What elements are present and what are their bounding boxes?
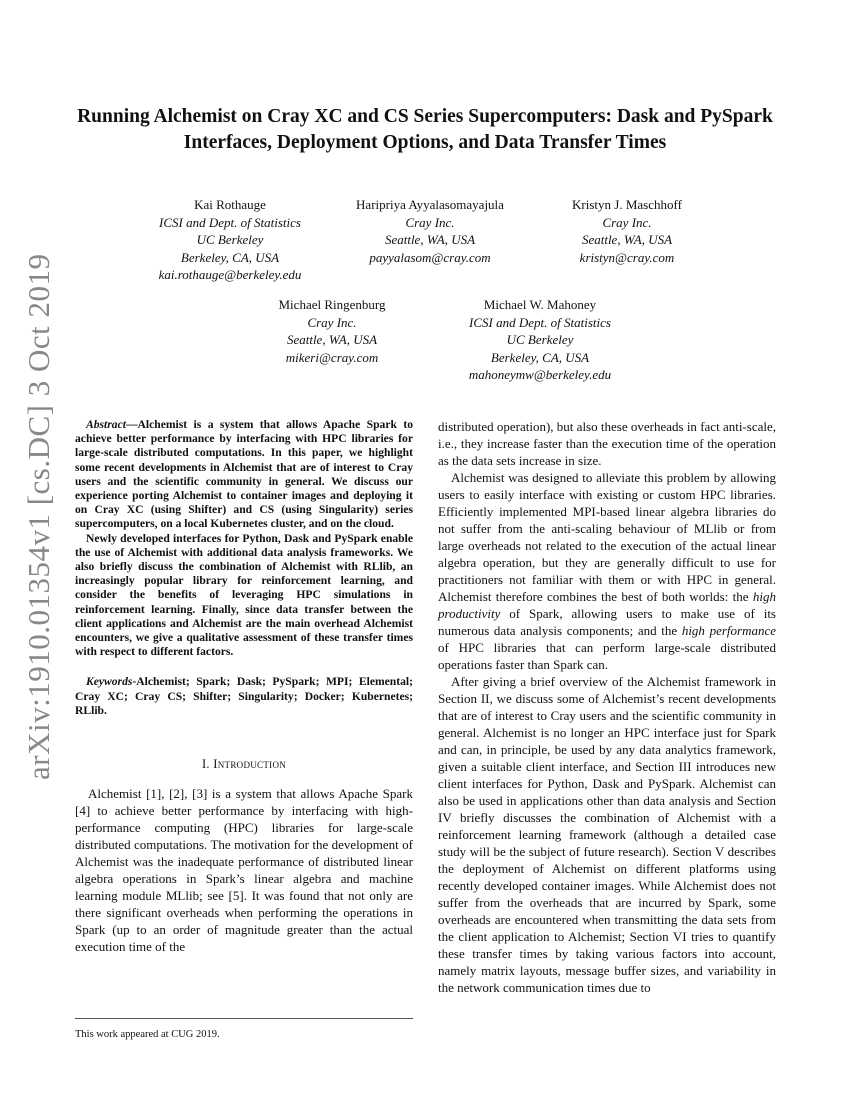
author-affiliation: Cray Inc. xyxy=(602,214,652,230)
abstract-label: Abstract xyxy=(86,418,126,431)
body-paragraph: After giving a brief overview of the Alchemist framework in Section II, we discuss some of Alchemist’s recent developments that are of interest to Cray users and the scientific community in general. Alchemist is no longer an HPC interface just for Spark and can, in principle, be used by any data analytics framework, given a suitable client interface, and Section III introduces new client interfaces for Python, Dask and PySpark. Alchemist can also be used in applications other than data analysis and Section IV briefly discusses the combination of Alchemist with a reinforcement learning framework (although a detailed case study will be the subject of future research). Section V describes the deployment of Alchemist on different platforms using recently developed container images. While Alchemist does not suffer from the overheads that are incurred by Spark, some overheads are encountered when transmitting the data sets from the client application to Alchemist; Section VI tries to quantify these transfer times by taking various factors into account, namely matrix layouts, message buffer sizes, and variability in the network communication times due to xyxy=(438,674,776,995)
author-location: Berkeley, CA, USA xyxy=(180,249,280,265)
left-column xyxy=(75,418,413,955)
right-column xyxy=(438,418,776,996)
section-heading xyxy=(75,756,413,773)
author-email: kristyn@cray.com xyxy=(579,249,675,265)
title-line-1: Running Alchemist on Cray XC and CS Series Supercomputers: Dask and PySpark xyxy=(77,106,773,127)
section-number: I. xyxy=(201,757,214,772)
paper-title xyxy=(60,104,790,156)
author-block xyxy=(420,296,660,384)
author-location: Seattle, WA, USA xyxy=(581,232,673,247)
author-block xyxy=(537,196,717,266)
author-affiliation-2: UC Berkeley xyxy=(506,332,574,347)
keywords-text: -Alchemist; Spark; Dask; PySpark; MPI; Elemental; Cray XC; Cray CS; Shifter; Singularity; Docker; Kubernetes; RLlib. xyxy=(75,675,413,717)
author-affiliation: ICSI and Dept. of Statistics xyxy=(159,214,301,230)
author-block xyxy=(320,196,540,266)
text-run: of Spark, allowing users to make use of its numerous data analysis components; and the xyxy=(438,606,776,638)
author-email: kai.rothauge@berkeley.edu xyxy=(158,267,302,282)
author-affiliation-2: UC Berkeley xyxy=(196,232,264,247)
author-location: Seattle, WA, USA xyxy=(384,232,476,247)
title-line-2: Interfaces, Deployment Options, and Data Transfer Times xyxy=(183,132,667,153)
author-name: Kristyn J. Maschhoff xyxy=(572,197,682,212)
author-affiliation: ICSI and Dept. of Statistics xyxy=(469,314,611,330)
author-name: Haripriya Ayyalasomayajula xyxy=(356,197,504,212)
author-location: Seattle, WA, USA xyxy=(286,332,378,347)
text-run: of HPC libraries that can perform large-scale distributed operations faster than Spark can. xyxy=(438,640,776,672)
keywords-label: Keywords xyxy=(86,675,133,689)
body-paragraph xyxy=(438,469,776,673)
abstract xyxy=(75,418,413,659)
author-name: Kai Rothauge xyxy=(194,197,266,212)
emphasis: high performance xyxy=(681,623,777,638)
arxiv-stamp: arXiv:1910.01354v1 [cs.DC] 3 Oct 2019 xyxy=(21,253,56,780)
keywords xyxy=(75,675,413,718)
section-name: Introduction xyxy=(213,757,287,772)
author-name: Michael Ringenburg xyxy=(278,297,386,312)
footnote-text: This work appeared at CUG 2019. xyxy=(75,1029,220,1040)
author-email: mikeri@cray.com xyxy=(285,349,379,365)
author-email: payyalasom@cray.com xyxy=(369,249,491,265)
footnote xyxy=(75,1018,413,1040)
author-block xyxy=(110,196,350,284)
abstract-paragraph-2: Newly developed interfaces for Python, Dask and PySpark enable the use of Alchemist with additional data analysis frameworks. We also briefly discuss the combination of Alchemist with RLlib, an increasingly popular library for reinforcement learning, and consider the benefits of leveraging HPC simulations in reinforcement learning. Finally, since data transfer between the client applications and Alchemist are the main overhead Alchemist encounters, we give a qualitative assessment of these transfer times with respect to different factors. xyxy=(75,531,413,659)
emphasis: high productivity xyxy=(438,589,776,621)
body-paragraph: distributed operation), but also these overheads in fact anti-scale, i.e., they increase faster than the execution time of the operation as the data sets increase in size. xyxy=(438,419,776,468)
abstract-paragraph-1: —Alchemist is a system that allows Apache Spark to achieve better performance by interfacing with HPC libraries for large-scale distributed computations. In this paper, we highlight some recent developments in Alchemist that are of interest to Cray users and the scientific community in general. We discuss our experience porting Alchemist to container images and deploying it on Cray XC (using Shifter) and CS (using Singularity) series supercomputers, on a local Kubernetes cluster, and on the cloud. xyxy=(75,418,413,531)
author-affiliation: Cray Inc. xyxy=(307,314,357,330)
text-run: Alchemist was designed to alleviate this problem by allowing users to easily interface with existing or custom HPC libraries. Efficiently implemented MPI-based linear algebra libraries do not suffer from the anti-scaling behaviour of MLlib or from large overheads not related to the execution of the actual linear algebra operation, but they are generally difficult to use for practitioners not familiar with them or with HPC in general. Alchemist therefore combines the best of both worlds: the xyxy=(438,470,776,604)
intro-paragraph: Alchemist [1], [2], [3] is a system that allows Apache Spark [4] to achieve better performance by interfacing with high-performance computing (HPC) libraries for large-scale distributed computations. The motivation for the development of Alchemist was the inadequate performance of distributed linear algebra operations in Spark’s linear algebra and machine learning module MLlib; see [5]. It was found that not only are there significant overheads when performing the operations in Spark (up to an order of magnitude greater than the actual execution time of the xyxy=(75,786,413,955)
author-block xyxy=(242,296,422,366)
author-name: Michael W. Mahoney xyxy=(483,297,597,312)
author-location: Berkeley, CA, USA xyxy=(490,349,590,365)
author-affiliation: Cray Inc. xyxy=(405,214,455,230)
author-email: mahoneymw@berkeley.edu xyxy=(468,367,612,382)
